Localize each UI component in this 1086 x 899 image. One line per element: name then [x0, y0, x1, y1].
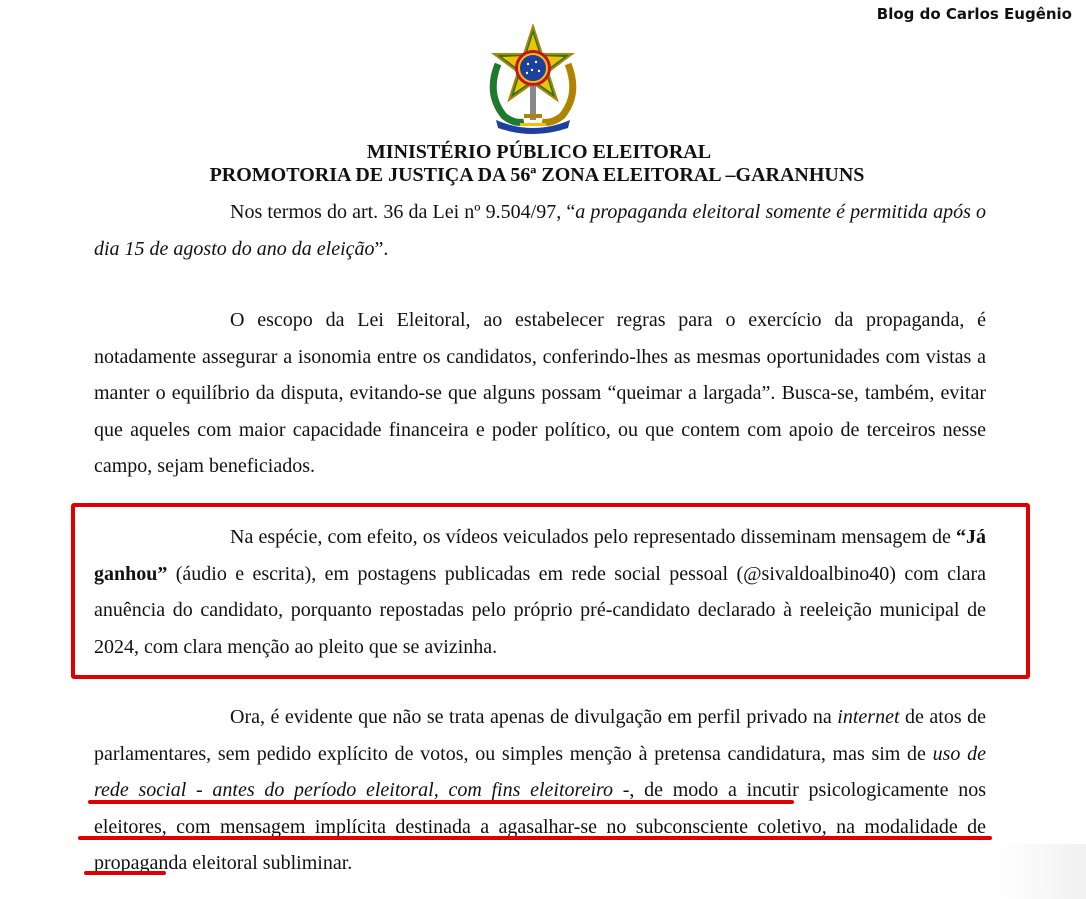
paragraph-ora-italic: uso de rede social - antes do período eleitoral, com fins eleitoreiro	[94, 742, 986, 801]
paragraph-ora-text: Ora, é evidente que não se trata apenas de divulgação em perfil privado na	[230, 706, 838, 728]
blog-watermark: Blog do Carlos Eugênio	[876, 5, 1072, 23]
red-highlight-box	[71, 503, 1030, 679]
paragraph-escopo	[94, 302, 986, 485]
paragraph-art36-end: ”.	[374, 237, 389, 260]
paragraph-art36	[94, 194, 986, 267]
paragraph-ora-end: -, de modo a incutir psicologicamente nos eleitores, com mensagem implícita destinada a agasalhar-se no subconsciente coletivo, na modalidade de propaganda eleitoral subliminar.	[94, 779, 986, 874]
paragraph-especie-rest: (áudio e escrita), em postagens publicadas em rede social pessoal (@sivaldoalbino40) com clara anuência do candidato, porquanto repostadas pelo próprio pré-candidato declarado à reeleição municipal de 2024, com clara menção ao pleito que se avizinha.	[94, 562, 986, 658]
paragraph-especie-text: Na espécie, com efeito, os vídeos veiculados pelo representado disseminam mensagem de	[230, 526, 956, 548]
paragraph-art36-text: Nos termos do art. 36 da Lei nº 9.504/97, “	[230, 201, 576, 223]
red-underline-3	[84, 871, 166, 875]
paragraph-art36-quote: a propaganda eleitoral somente é permitida após o dia 15 de agosto do ano da eleição	[94, 201, 986, 260]
header-promotoria: PROMOTORIA DE JUSTIÇA DA 56ª ZONA ELEITORAL –GARANHUNS	[209, 164, 865, 186]
red-underline-2	[78, 836, 992, 840]
paragraph-ora-internet: internet	[837, 706, 900, 728]
header-ministerio: MINISTÉRIO PÚBLICO ELEITORAL	[366, 141, 712, 163]
corner-fade	[996, 844, 1086, 899]
brazil-coat-of-arms-icon	[484, 24, 582, 136]
paragraph-escopo-text: O escopo da Lei Eleitoral, ao estabelecer regras para o exercício da propaganda, é notadamente assegurar a isonomia entre os candidatos, conferindo-lhes as mesmas oportunidades com vistas a manter o equilíbrio da disputa, evitando-se que alguns possam “queimar a largada”. Busca-se, também, evitar que aqueles com maior capacidade financeira e poder político, ou que contem com apoio de terceiros nesse campo, sejam beneficiados.	[94, 309, 986, 477]
paragraph-especie-bold: “Já ganhou”	[94, 526, 986, 585]
red-underline-1	[88, 800, 794, 804]
paragraph-ora	[94, 699, 986, 882]
paragraph-ora-mid: de atos de parlamentares, sem pedido explícito de votos, ou simples menção à pretensa candidatura, mas sim de	[94, 706, 986, 765]
